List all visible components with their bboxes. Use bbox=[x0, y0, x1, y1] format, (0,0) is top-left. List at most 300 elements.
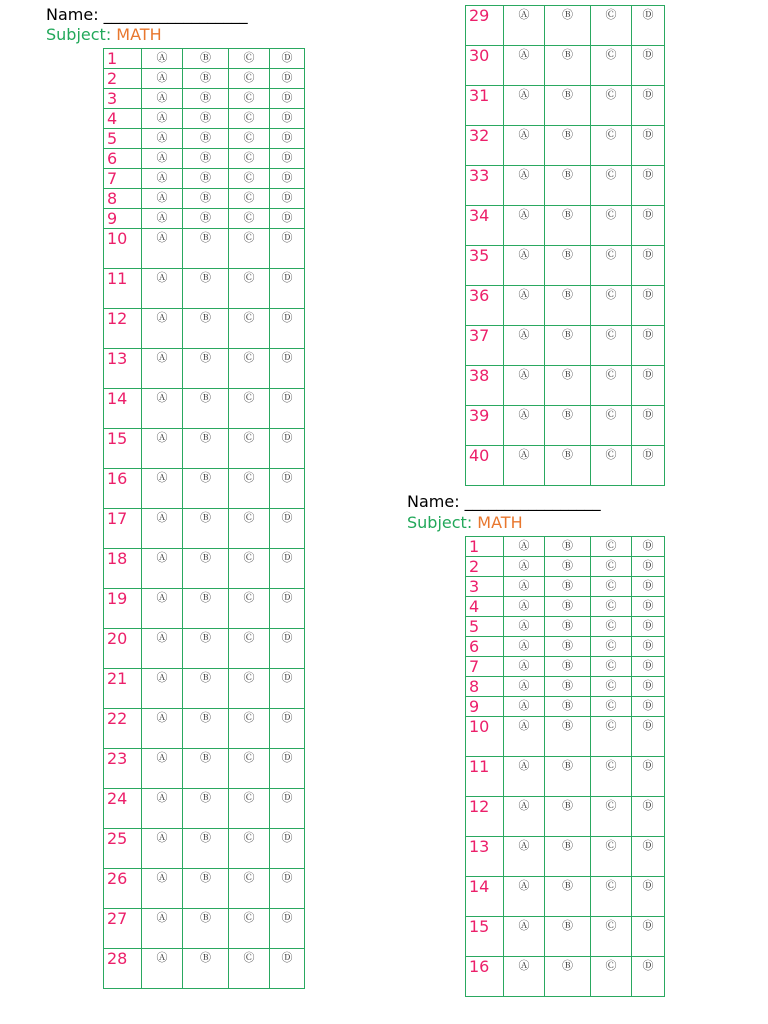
bubble-a-icon[interactable]: Ⓐ bbox=[142, 309, 183, 349]
question-row bbox=[104, 869, 305, 909]
bubble-c-icon[interactable]: Ⓒ bbox=[229, 669, 270, 709]
bubble-a-icon[interactable]: Ⓐ bbox=[504, 837, 545, 877]
bubble-a-icon[interactable]: Ⓐ bbox=[504, 86, 545, 126]
bubble-d-icon[interactable]: Ⓓ bbox=[270, 429, 305, 469]
question-number: 20 bbox=[104, 629, 142, 669]
bubble-a-icon[interactable]: Ⓐ bbox=[142, 89, 183, 109]
bubble-b-icon[interactable]: Ⓑ bbox=[183, 549, 229, 589]
bubble-c-icon[interactable]: Ⓒ bbox=[229, 909, 270, 949]
bubble-b-icon[interactable]: Ⓑ bbox=[183, 629, 229, 669]
bubble-d-icon[interactable]: Ⓓ bbox=[632, 406, 665, 446]
question-row bbox=[104, 789, 305, 829]
bubble-c-icon[interactable]: Ⓒ bbox=[591, 6, 632, 46]
bubble-c-icon[interactable]: Ⓒ bbox=[229, 549, 270, 589]
bubble-d-icon[interactable]: Ⓓ bbox=[632, 166, 665, 206]
question-row bbox=[466, 957, 665, 997]
bubble-a-icon[interactable]: Ⓐ bbox=[142, 829, 183, 869]
bubble-d-icon[interactable]: Ⓓ bbox=[632, 206, 665, 246]
bubble-a-icon[interactable]: Ⓐ bbox=[142, 469, 183, 509]
bubble-b-icon[interactable]: Ⓑ bbox=[545, 46, 591, 86]
subject-line bbox=[46, 26, 162, 44]
bubble-b-icon[interactable]: Ⓑ bbox=[183, 389, 229, 429]
question-row bbox=[466, 326, 665, 366]
bubble-a-icon[interactable]: Ⓐ bbox=[504, 206, 545, 246]
bubble-c-icon[interactable]: Ⓒ bbox=[229, 149, 270, 169]
question-row bbox=[104, 389, 305, 429]
bubble-a-icon[interactable]: Ⓐ bbox=[142, 709, 183, 749]
bubble-c-icon[interactable]: Ⓒ bbox=[591, 657, 632, 677]
bubble-d-icon[interactable]: Ⓓ bbox=[270, 789, 305, 829]
question-number: 22 bbox=[104, 709, 142, 749]
bubble-c-icon[interactable]: Ⓒ bbox=[591, 757, 632, 797]
bubble-a-icon[interactable]: Ⓐ bbox=[504, 46, 545, 86]
question-row bbox=[466, 557, 665, 577]
bubble-b-icon[interactable]: Ⓑ bbox=[545, 86, 591, 126]
bubble-a-icon[interactable]: Ⓐ bbox=[142, 629, 183, 669]
bubble-d-icon[interactable]: Ⓓ bbox=[632, 877, 665, 917]
bubble-d-icon[interactable]: Ⓓ bbox=[270, 129, 305, 149]
bubble-b-icon[interactable]: Ⓑ bbox=[183, 749, 229, 789]
question-number: 24 bbox=[104, 789, 142, 829]
bubble-d-icon[interactable]: Ⓓ bbox=[270, 709, 305, 749]
bubble-b-icon[interactable]: Ⓑ bbox=[183, 949, 229, 989]
question-number: 37 bbox=[466, 326, 504, 366]
bubble-b-icon[interactable]: Ⓑ bbox=[183, 429, 229, 469]
bubble-d-icon[interactable]: Ⓓ bbox=[270, 209, 305, 229]
bubble-d-icon[interactable]: Ⓓ bbox=[270, 549, 305, 589]
bubble-b-icon[interactable]: Ⓑ bbox=[545, 326, 591, 366]
bubble-a-icon[interactable]: Ⓐ bbox=[142, 49, 183, 69]
question-row bbox=[466, 446, 665, 486]
bubble-c-icon[interactable]: Ⓒ bbox=[591, 917, 632, 957]
bubble-d-icon[interactable]: Ⓓ bbox=[632, 697, 665, 717]
question-row bbox=[466, 717, 665, 757]
bubble-c-icon[interactable]: Ⓒ bbox=[229, 69, 270, 89]
question-row bbox=[104, 549, 305, 589]
bubble-c-icon[interactable]: Ⓒ bbox=[591, 246, 632, 286]
bubble-d-icon[interactable]: Ⓓ bbox=[270, 309, 305, 349]
bubble-b-icon[interactable]: Ⓑ bbox=[183, 189, 229, 209]
bubble-c-icon[interactable]: Ⓒ bbox=[229, 309, 270, 349]
bubble-d-icon[interactable]: Ⓓ bbox=[632, 597, 665, 617]
question-row bbox=[104, 189, 305, 209]
bubble-b-icon[interactable]: Ⓑ bbox=[545, 406, 591, 446]
bubble-c-icon[interactable]: Ⓒ bbox=[229, 469, 270, 509]
bubble-d-icon[interactable]: Ⓓ bbox=[632, 577, 665, 597]
bubble-d-icon[interactable]: Ⓓ bbox=[632, 677, 665, 697]
bubble-d-icon[interactable]: Ⓓ bbox=[270, 269, 305, 309]
bubble-c-icon[interactable]: Ⓒ bbox=[229, 209, 270, 229]
bubble-b-icon[interactable]: Ⓑ bbox=[183, 509, 229, 549]
bubble-a-icon[interactable]: Ⓐ bbox=[504, 917, 545, 957]
question-number: 15 bbox=[466, 917, 504, 957]
bubble-b-icon[interactable]: Ⓑ bbox=[545, 537, 591, 557]
bubble-c-icon[interactable]: Ⓒ bbox=[591, 206, 632, 246]
question-number: 13 bbox=[104, 349, 142, 389]
bubble-a-icon[interactable]: Ⓐ bbox=[504, 637, 545, 657]
bubble-b-icon[interactable]: Ⓑ bbox=[183, 309, 229, 349]
question-row bbox=[104, 209, 305, 229]
bubble-d-icon[interactable]: Ⓓ bbox=[632, 757, 665, 797]
bubble-b-icon[interactable]: Ⓑ bbox=[545, 677, 591, 697]
bubble-b-icon[interactable]: Ⓑ bbox=[545, 757, 591, 797]
question-row bbox=[466, 246, 665, 286]
bubble-d-icon[interactable]: Ⓓ bbox=[270, 509, 305, 549]
bubble-a-icon[interactable]: Ⓐ bbox=[142, 269, 183, 309]
bubble-d-icon[interactable]: Ⓓ bbox=[270, 909, 305, 949]
bubble-d-icon[interactable]: Ⓓ bbox=[632, 6, 665, 46]
bubble-a-icon[interactable]: Ⓐ bbox=[142, 909, 183, 949]
bubble-b-icon[interactable]: Ⓑ bbox=[183, 149, 229, 169]
bubble-d-icon[interactable]: Ⓓ bbox=[632, 126, 665, 166]
bubble-b-icon[interactable]: Ⓑ bbox=[545, 637, 591, 657]
bubble-c-icon[interactable]: Ⓒ bbox=[229, 269, 270, 309]
bubble-d-icon[interactable]: Ⓓ bbox=[632, 246, 665, 286]
bubble-a-icon[interactable]: Ⓐ bbox=[504, 366, 545, 406]
bubble-a-icon[interactable]: Ⓐ bbox=[142, 589, 183, 629]
bubble-c-icon[interactable]: Ⓒ bbox=[229, 169, 270, 189]
bubble-b-icon[interactable]: Ⓑ bbox=[183, 829, 229, 869]
question-row bbox=[104, 509, 305, 549]
bubble-d-icon[interactable]: Ⓓ bbox=[270, 629, 305, 669]
question-number: 10 bbox=[104, 229, 142, 269]
bubble-a-icon[interactable]: Ⓐ bbox=[504, 537, 545, 557]
bubble-a-icon[interactable]: Ⓐ bbox=[142, 749, 183, 789]
bubble-d-icon[interactable]: Ⓓ bbox=[632, 957, 665, 997]
bubble-b-icon[interactable]: Ⓑ bbox=[545, 446, 591, 486]
bubble-d-icon[interactable]: Ⓓ bbox=[632, 446, 665, 486]
question-number: 12 bbox=[466, 797, 504, 837]
question-number: 21 bbox=[104, 669, 142, 709]
bubble-b-icon[interactable]: Ⓑ bbox=[545, 166, 591, 206]
bubble-d-icon[interactable]: Ⓓ bbox=[632, 286, 665, 326]
bubble-a-icon[interactable]: Ⓐ bbox=[142, 669, 183, 709]
bubble-a-icon[interactable]: Ⓐ bbox=[504, 166, 545, 206]
bubble-a-icon[interactable]: Ⓐ bbox=[504, 446, 545, 486]
bubble-b-icon[interactable]: Ⓑ bbox=[183, 669, 229, 709]
bubble-d-icon[interactable]: Ⓓ bbox=[270, 169, 305, 189]
question-row bbox=[466, 917, 665, 957]
bubble-d-icon[interactable]: Ⓓ bbox=[632, 657, 665, 677]
question-number: 23 bbox=[104, 749, 142, 789]
bubble-a-icon[interactable]: Ⓐ bbox=[142, 949, 183, 989]
bubble-c-icon[interactable]: Ⓒ bbox=[591, 577, 632, 597]
bubble-a-icon[interactable]: Ⓐ bbox=[142, 549, 183, 589]
bubble-d-icon[interactable]: Ⓓ bbox=[632, 637, 665, 657]
bubble-b-icon[interactable]: Ⓑ bbox=[545, 366, 591, 406]
bubble-a-icon[interactable]: Ⓐ bbox=[504, 697, 545, 717]
question-number: 17 bbox=[104, 509, 142, 549]
bubble-a-icon[interactable]: Ⓐ bbox=[504, 957, 545, 997]
answer-grid-3 bbox=[465, 536, 665, 997]
name-field: Name: __________________ bbox=[46, 5, 248, 24]
question-number: 8 bbox=[466, 677, 504, 697]
bubble-c-icon[interactable]: Ⓒ bbox=[229, 629, 270, 669]
bubble-c-icon[interactable]: Ⓒ bbox=[591, 366, 632, 406]
question-number: 32 bbox=[466, 126, 504, 166]
question-row bbox=[104, 69, 305, 89]
bubble-b-icon[interactable]: Ⓑ bbox=[545, 577, 591, 597]
question-row bbox=[104, 589, 305, 629]
bubble-c-icon[interactable]: Ⓒ bbox=[591, 166, 632, 206]
bubble-d-icon[interactable]: Ⓓ bbox=[270, 49, 305, 69]
bubble-b-icon[interactable]: Ⓑ bbox=[545, 126, 591, 166]
bubble-c-icon[interactable]: Ⓒ bbox=[229, 109, 270, 129]
question-number: 1 bbox=[466, 537, 504, 557]
bubble-c-icon[interactable]: Ⓒ bbox=[229, 349, 270, 389]
bubble-c-icon[interactable]: Ⓒ bbox=[591, 557, 632, 577]
bubble-a-icon[interactable]: Ⓐ bbox=[142, 149, 183, 169]
bubble-d-icon[interactable]: Ⓓ bbox=[270, 109, 305, 129]
bubble-b-icon[interactable]: Ⓑ bbox=[183, 869, 229, 909]
bubble-b-icon[interactable]: Ⓑ bbox=[545, 286, 591, 326]
question-number: 35 bbox=[466, 246, 504, 286]
bubble-a-icon[interactable]: Ⓐ bbox=[504, 126, 545, 166]
bubble-b-icon[interactable]: Ⓑ bbox=[545, 717, 591, 757]
bubble-c-icon[interactable]: Ⓒ bbox=[591, 326, 632, 366]
bubble-d-icon[interactable]: Ⓓ bbox=[632, 917, 665, 957]
question-row bbox=[104, 429, 305, 469]
question-row bbox=[466, 286, 665, 326]
bubble-c-icon[interactable]: Ⓒ bbox=[229, 49, 270, 69]
question-number: 36 bbox=[466, 286, 504, 326]
bubble-c-icon[interactable]: Ⓒ bbox=[591, 537, 632, 557]
bubble-a-icon[interactable]: Ⓐ bbox=[504, 617, 545, 637]
bubble-b-icon[interactable]: Ⓑ bbox=[183, 909, 229, 949]
bubble-b-icon[interactable]: Ⓑ bbox=[545, 597, 591, 617]
bubble-d-icon[interactable]: Ⓓ bbox=[632, 537, 665, 557]
question-number: 16 bbox=[104, 469, 142, 509]
bubble-c-icon[interactable]: Ⓒ bbox=[591, 957, 632, 997]
bubble-c-icon[interactable]: Ⓒ bbox=[591, 797, 632, 837]
bubble-b-icon[interactable]: Ⓑ bbox=[545, 246, 591, 286]
subject-label-2: Subject: bbox=[407, 513, 478, 532]
question-number: 5 bbox=[466, 617, 504, 637]
bubble-c-icon[interactable]: Ⓒ bbox=[591, 877, 632, 917]
bubble-d-icon[interactable]: Ⓓ bbox=[270, 229, 305, 269]
bubble-b-icon[interactable]: Ⓑ bbox=[545, 797, 591, 837]
question-row bbox=[104, 149, 305, 169]
bubble-d-icon[interactable]: Ⓓ bbox=[632, 326, 665, 366]
question-number: 31 bbox=[466, 86, 504, 126]
bubble-b-icon[interactable]: Ⓑ bbox=[183, 109, 229, 129]
question-row bbox=[104, 469, 305, 509]
subject-value-2: MATH bbox=[477, 513, 523, 532]
question-number: 8 bbox=[104, 189, 142, 209]
bubble-a-icon[interactable]: Ⓐ bbox=[142, 229, 183, 269]
bubble-b-icon[interactable]: Ⓑ bbox=[183, 89, 229, 109]
bubble-b-icon[interactable]: Ⓑ bbox=[545, 697, 591, 717]
bubble-b-icon[interactable]: Ⓑ bbox=[183, 49, 229, 69]
bubble-a-icon[interactable]: Ⓐ bbox=[142, 169, 183, 189]
bubble-d-icon[interactable]: Ⓓ bbox=[270, 189, 305, 209]
question-row bbox=[104, 669, 305, 709]
bubble-c-icon[interactable]: Ⓒ bbox=[229, 709, 270, 749]
question-row bbox=[104, 749, 305, 789]
bubble-c-icon[interactable]: Ⓒ bbox=[229, 189, 270, 209]
bubble-a-icon[interactable]: Ⓐ bbox=[142, 209, 183, 229]
bubble-c-icon[interactable]: Ⓒ bbox=[229, 869, 270, 909]
bubble-a-icon[interactable]: Ⓐ bbox=[504, 246, 545, 286]
bubble-d-icon[interactable]: Ⓓ bbox=[270, 589, 305, 629]
question-number: 4 bbox=[466, 597, 504, 617]
bubble-b-icon[interactable]: Ⓑ bbox=[183, 129, 229, 149]
bubble-d-icon[interactable]: Ⓓ bbox=[270, 669, 305, 709]
bubble-c-icon[interactable]: Ⓒ bbox=[591, 446, 632, 486]
bubble-d-icon[interactable]: Ⓓ bbox=[632, 797, 665, 837]
subject-value: MATH bbox=[116, 25, 162, 44]
question-number: 27 bbox=[104, 909, 142, 949]
bubble-c-icon[interactable]: Ⓒ bbox=[591, 406, 632, 446]
question-number: 14 bbox=[466, 877, 504, 917]
bubble-b-icon[interactable]: Ⓑ bbox=[183, 229, 229, 269]
bubble-c-icon[interactable]: Ⓒ bbox=[229, 509, 270, 549]
bubble-d-icon[interactable]: Ⓓ bbox=[270, 869, 305, 909]
bubble-c-icon[interactable]: Ⓒ bbox=[591, 637, 632, 657]
question-row bbox=[466, 617, 665, 637]
bubble-d-icon[interactable]: Ⓓ bbox=[270, 389, 305, 429]
bubble-b-icon[interactable]: Ⓑ bbox=[183, 169, 229, 189]
bubble-c-icon[interactable]: Ⓒ bbox=[229, 389, 270, 429]
question-row bbox=[104, 229, 305, 269]
bubble-c-icon[interactable]: Ⓒ bbox=[591, 86, 632, 126]
bubble-a-icon[interactable]: Ⓐ bbox=[504, 677, 545, 697]
question-number: 18 bbox=[104, 549, 142, 589]
bubble-b-icon[interactable]: Ⓑ bbox=[545, 957, 591, 997]
bubble-c-icon[interactable]: Ⓒ bbox=[591, 46, 632, 86]
bubble-d-icon[interactable]: Ⓓ bbox=[632, 617, 665, 637]
bubble-a-icon[interactable]: Ⓐ bbox=[142, 509, 183, 549]
bubble-b-icon[interactable]: Ⓑ bbox=[183, 789, 229, 829]
bubble-d-icon[interactable]: Ⓓ bbox=[270, 469, 305, 509]
bubble-a-icon[interactable]: Ⓐ bbox=[504, 657, 545, 677]
question-row bbox=[104, 349, 305, 389]
bubble-c-icon[interactable]: Ⓒ bbox=[591, 126, 632, 166]
question-row bbox=[104, 169, 305, 189]
bubble-b-icon[interactable]: Ⓑ bbox=[545, 617, 591, 637]
bubble-b-icon[interactable]: Ⓑ bbox=[545, 657, 591, 677]
bubble-a-icon[interactable]: Ⓐ bbox=[504, 406, 545, 446]
bubble-d-icon[interactable]: Ⓓ bbox=[632, 366, 665, 406]
bubble-a-icon[interactable]: Ⓐ bbox=[504, 326, 545, 366]
question-row bbox=[104, 89, 305, 109]
bubble-c-icon[interactable]: Ⓒ bbox=[229, 589, 270, 629]
bubble-a-icon[interactable]: Ⓐ bbox=[504, 557, 545, 577]
bubble-a-icon[interactable]: Ⓐ bbox=[504, 877, 545, 917]
bubble-a-icon[interactable]: Ⓐ bbox=[142, 69, 183, 89]
bubble-b-icon[interactable]: Ⓑ bbox=[183, 69, 229, 89]
bubble-c-icon[interactable]: Ⓒ bbox=[229, 89, 270, 109]
question-number: 3 bbox=[466, 577, 504, 597]
bubble-d-icon[interactable]: Ⓓ bbox=[632, 837, 665, 877]
bubble-d-icon[interactable]: Ⓓ bbox=[270, 149, 305, 169]
bubble-b-icon[interactable]: Ⓑ bbox=[183, 209, 229, 229]
bubble-d-icon[interactable]: Ⓓ bbox=[270, 829, 305, 869]
bubble-d-icon[interactable]: Ⓓ bbox=[270, 749, 305, 789]
bubble-d-icon[interactable]: Ⓓ bbox=[632, 717, 665, 757]
bubble-b-icon[interactable]: Ⓑ bbox=[545, 877, 591, 917]
bubble-c-icon[interactable]: Ⓒ bbox=[229, 749, 270, 789]
bubble-a-icon[interactable]: Ⓐ bbox=[142, 189, 183, 209]
bubble-c-icon[interactable]: Ⓒ bbox=[229, 129, 270, 149]
bubble-a-icon[interactable]: Ⓐ bbox=[504, 797, 545, 837]
question-row bbox=[466, 837, 665, 877]
bubble-d-icon[interactable]: Ⓓ bbox=[270, 89, 305, 109]
bubble-a-icon[interactable]: Ⓐ bbox=[504, 757, 545, 797]
bubble-d-icon[interactable]: Ⓓ bbox=[270, 949, 305, 989]
bubble-c-icon[interactable]: Ⓒ bbox=[591, 677, 632, 697]
bubble-a-icon[interactable]: Ⓐ bbox=[142, 389, 183, 429]
bubble-a-icon[interactable]: Ⓐ bbox=[142, 129, 183, 149]
bubble-a-icon[interactable]: Ⓐ bbox=[504, 6, 545, 46]
bubble-c-icon[interactable]: Ⓒ bbox=[229, 229, 270, 269]
bubble-c-icon[interactable]: Ⓒ bbox=[591, 717, 632, 757]
bubble-b-icon[interactable]: Ⓑ bbox=[545, 917, 591, 957]
bubble-c-icon[interactable]: Ⓒ bbox=[229, 789, 270, 829]
question-row bbox=[104, 909, 305, 949]
name-field-2: Name: _________________ bbox=[407, 492, 601, 511]
question-number: 6 bbox=[104, 149, 142, 169]
bubble-c-icon[interactable]: Ⓒ bbox=[591, 837, 632, 877]
bubble-b-icon[interactable]: Ⓑ bbox=[545, 206, 591, 246]
bubble-c-icon[interactable]: Ⓒ bbox=[591, 597, 632, 617]
bubble-a-icon[interactable]: Ⓐ bbox=[504, 286, 545, 326]
question-number: 14 bbox=[104, 389, 142, 429]
bubble-d-icon[interactable]: Ⓓ bbox=[632, 557, 665, 577]
bubble-b-icon[interactable]: Ⓑ bbox=[545, 837, 591, 877]
bubble-d-icon[interactable]: Ⓓ bbox=[270, 69, 305, 89]
question-number: 25 bbox=[104, 829, 142, 869]
question-row bbox=[466, 657, 665, 677]
bubble-d-icon[interactable]: Ⓓ bbox=[632, 46, 665, 86]
bubble-b-icon[interactable]: Ⓑ bbox=[183, 709, 229, 749]
question-number: 5 bbox=[104, 129, 142, 149]
question-row bbox=[466, 677, 665, 697]
bubble-b-icon[interactable]: Ⓑ bbox=[183, 349, 229, 389]
bubble-a-icon[interactable]: Ⓐ bbox=[142, 869, 183, 909]
bubble-a-icon[interactable]: Ⓐ bbox=[142, 349, 183, 389]
bubble-a-icon[interactable]: Ⓐ bbox=[142, 789, 183, 829]
question-row bbox=[104, 829, 305, 869]
answer-grid-2 bbox=[465, 5, 665, 486]
bubble-a-icon[interactable]: Ⓐ bbox=[504, 577, 545, 597]
bubble-c-icon[interactable]: Ⓒ bbox=[229, 429, 270, 469]
bubble-c-icon[interactable]: Ⓒ bbox=[229, 829, 270, 869]
question-number: 38 bbox=[466, 366, 504, 406]
question-row bbox=[104, 269, 305, 309]
bubble-c-icon[interactable]: Ⓒ bbox=[591, 617, 632, 637]
bubble-b-icon[interactable]: Ⓑ bbox=[183, 589, 229, 629]
bubble-d-icon[interactable]: Ⓓ bbox=[270, 349, 305, 389]
bubble-c-icon[interactable]: Ⓒ bbox=[591, 286, 632, 326]
question-number: 19 bbox=[104, 589, 142, 629]
bubble-a-icon[interactable]: Ⓐ bbox=[504, 717, 545, 757]
question-row bbox=[104, 109, 305, 129]
bubble-b-icon[interactable]: Ⓑ bbox=[545, 557, 591, 577]
bubble-a-icon[interactable]: Ⓐ bbox=[142, 429, 183, 469]
bubble-b-icon[interactable]: Ⓑ bbox=[545, 6, 591, 46]
bubble-d-icon[interactable]: Ⓓ bbox=[632, 86, 665, 126]
question-number: 34 bbox=[466, 206, 504, 246]
bubble-b-icon[interactable]: Ⓑ bbox=[183, 469, 229, 509]
bubble-c-icon[interactable]: Ⓒ bbox=[229, 949, 270, 989]
bubble-a-icon[interactable]: Ⓐ bbox=[142, 109, 183, 129]
bubble-b-icon[interactable]: Ⓑ bbox=[183, 269, 229, 309]
bubble-a-icon[interactable]: Ⓐ bbox=[504, 597, 545, 617]
question-row bbox=[466, 406, 665, 446]
bubble-c-icon[interactable]: Ⓒ bbox=[591, 697, 632, 717]
question-row bbox=[466, 126, 665, 166]
